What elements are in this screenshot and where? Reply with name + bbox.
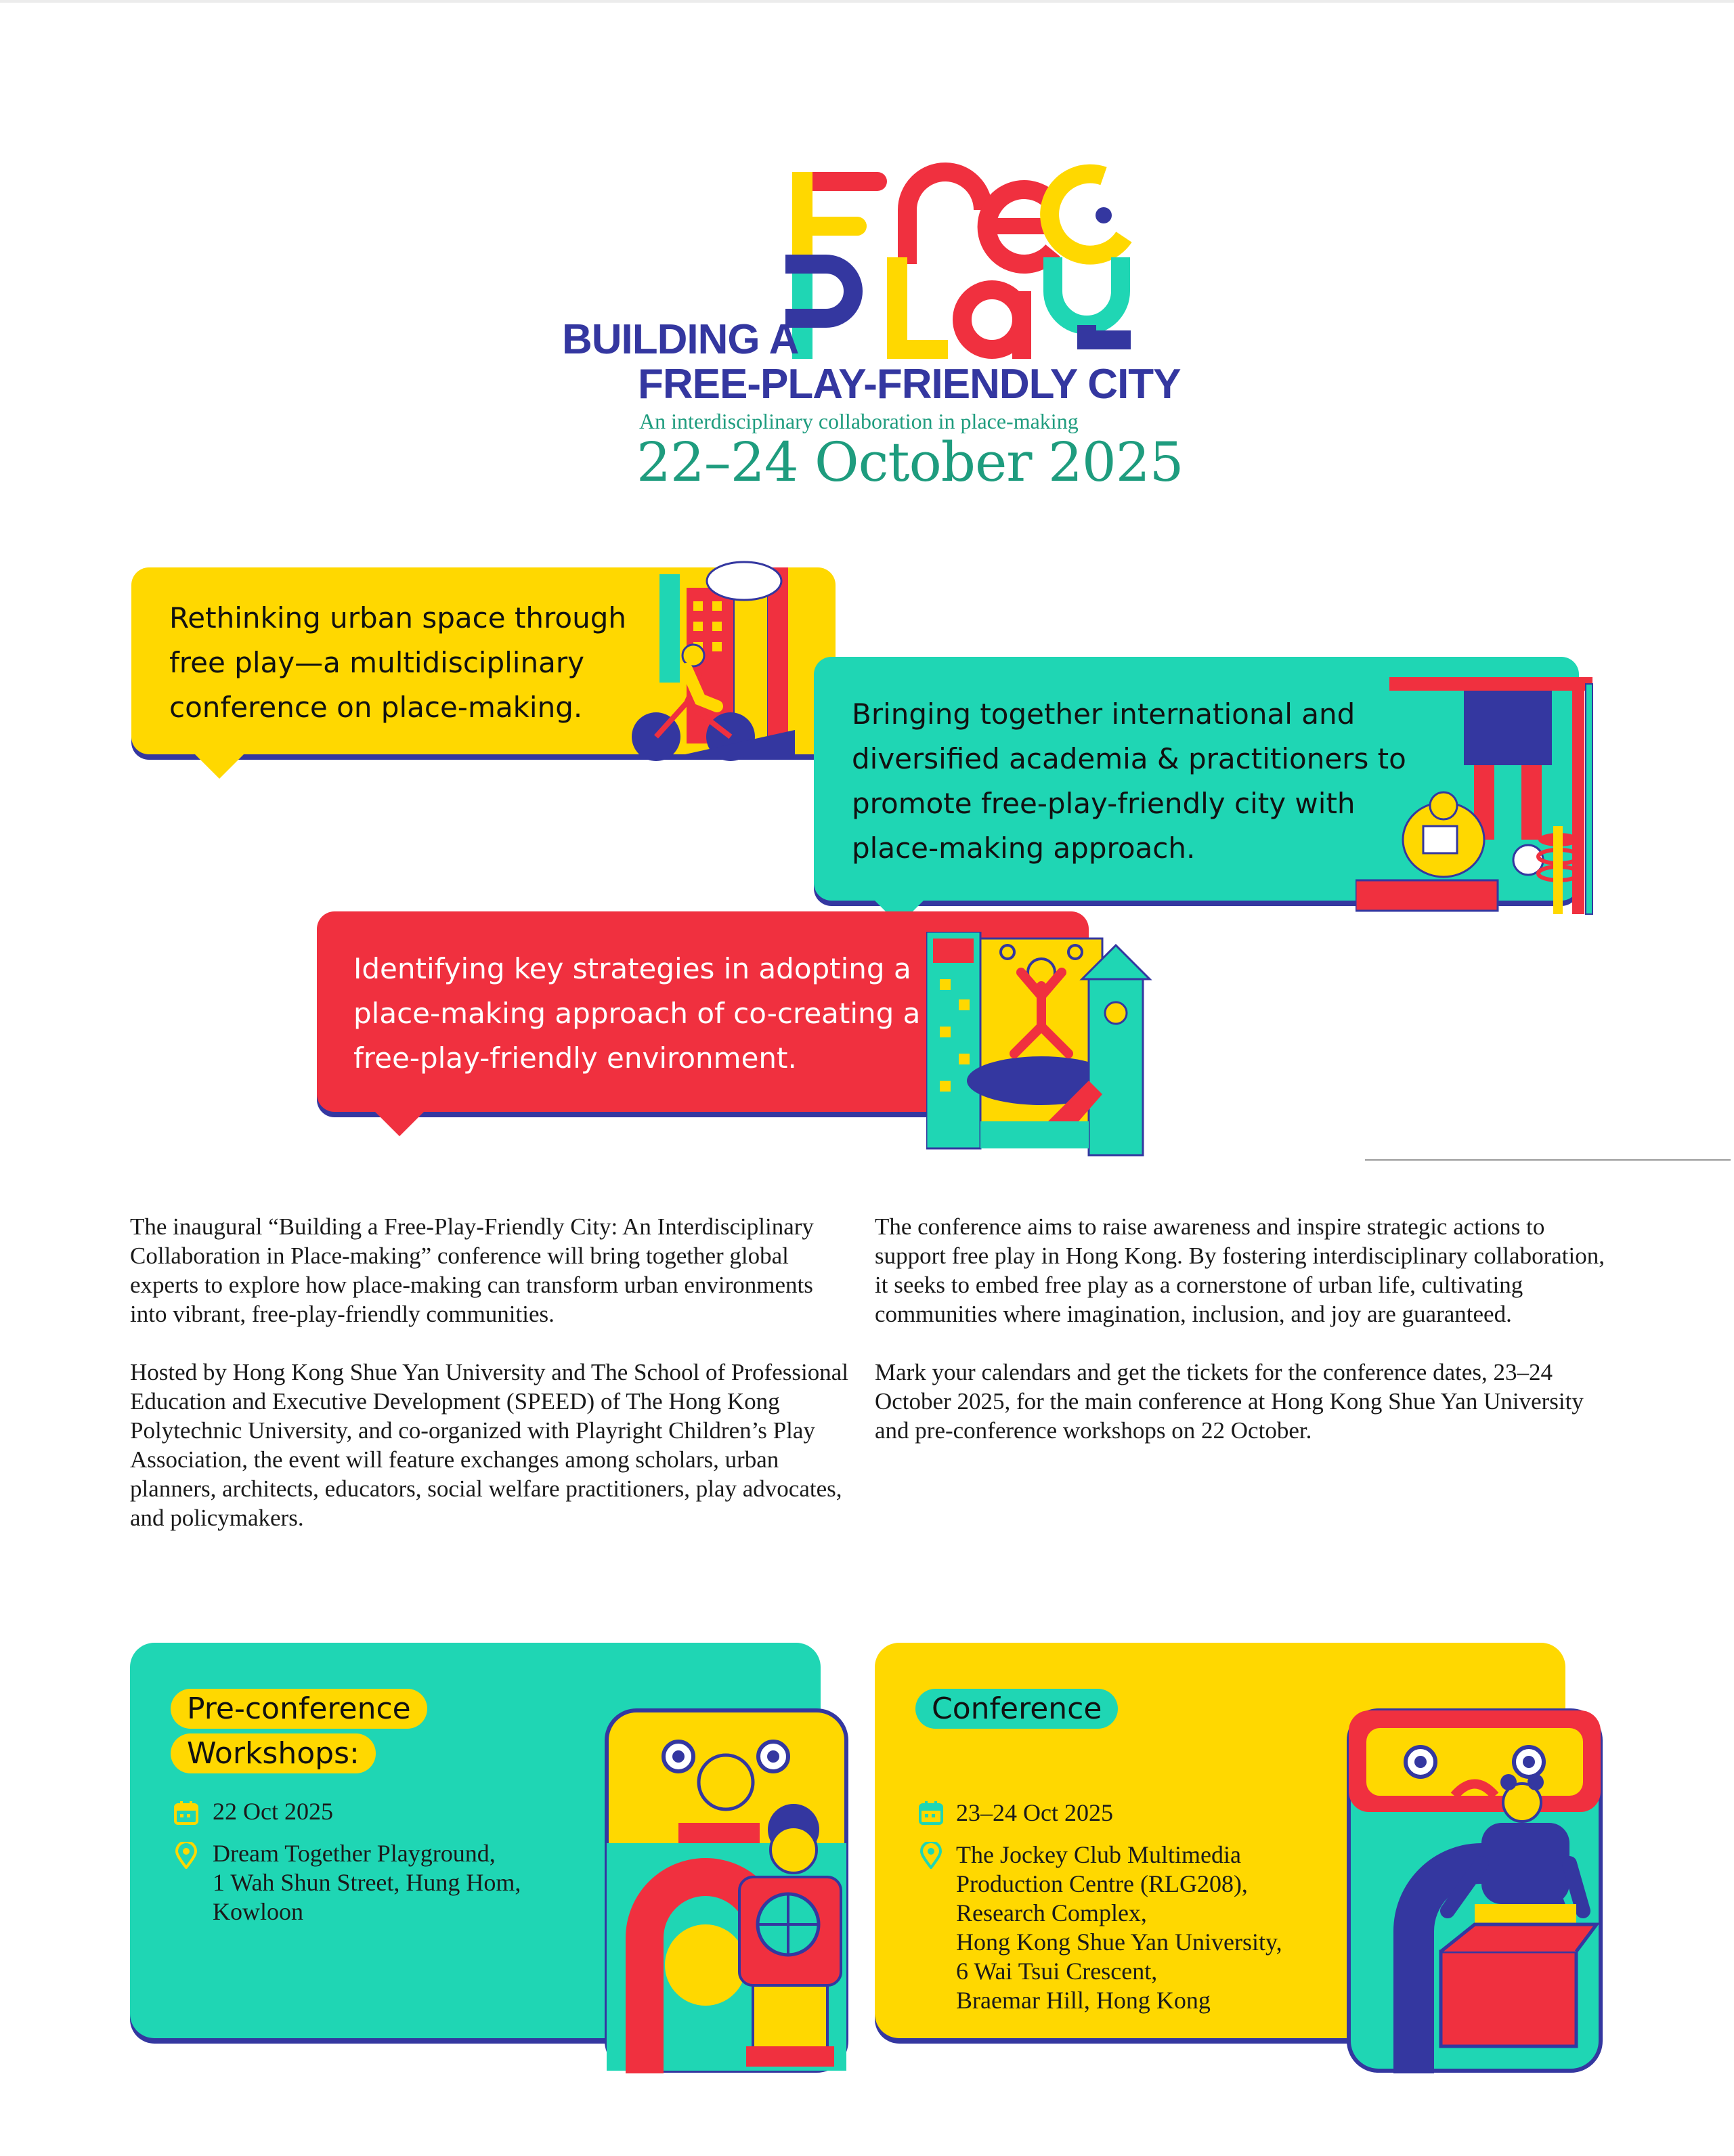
bubble-bringing-together-text: Bringing together international and diversified academia & practitioners to promote free-play-friendly city with place-making approach.: [852, 697, 1406, 865]
conference-title: Conference: [915, 1689, 1118, 1729]
pre-conference-location-line3: Kowloon: [213, 1898, 303, 1925]
free-play-logo: [785, 163, 1137, 366]
intro-column-left: [130, 1212, 854, 1561]
pre-conference-title-line1: Pre-conference: [171, 1689, 427, 1729]
logo-building-text: BUILDING A: [562, 316, 799, 363]
conference-card: [875, 1643, 1565, 2038]
bubble-identifying-text: Identifying key strategies in adopting a place-making approach of co-creating a free-play-friendly environment.: [353, 952, 921, 1075]
bubble-rethinking: [131, 567, 836, 754]
bubble-identifying: [317, 911, 1089, 1112]
hosts-paragraph: Hosted by Hong Kong Shue Yan University and The School of Professional Education and Executive Development (SPEED) of The Hong Kong Polytechnic University, and co-organized with Playright Children’s Play Association, the event will feature exchanges among scholars, urban planners, architects, educators, social welfare practitioners, play advocates, and policymakers.: [130, 1359, 848, 1531]
calendar-paragraph: Mark your calendars and get the tickets for the conference dates, 23–24 October 2025, for the main conference at Hong Kong Shue Yan University and pre-conference workshops on 22 October.: [875, 1359, 1584, 1444]
logo-title: FREE-PLAY-FRIENDLY CITY: [638, 361, 1181, 408]
bubble-rethinking-tail: [192, 752, 246, 779]
conference-location-line3: Research Complex,: [956, 1899, 1147, 1926]
bubble-rethinking-text: Rethinking urban space through free play—a multidisciplinary conference on place-making.: [169, 601, 626, 724]
pre-conference-card: [130, 1643, 821, 2038]
intro-column-right: [875, 1212, 1613, 1474]
conference-location-line6: Braemar Hill, Hong Kong: [956, 1987, 1211, 2014]
bubble-identifying-tail: [372, 1109, 427, 1136]
pre-conference-date: 22 Oct 2025: [213, 1798, 333, 1825]
pre-conference-title-line2: Workshops:: [171, 1733, 376, 1773]
cyclist-buildings-illustration: [612, 554, 815, 771]
conference-location-line4: Hong Kong Shue Yan University,: [956, 1928, 1282, 1956]
conference-location-line2: Production Centre (RLG208),: [956, 1870, 1248, 1897]
window-kid-illustration: [1346, 1708, 1603, 2073]
aims-paragraph: The conference aims to raise awareness and inspire strategic actions to support free play in Hong Kong. By fostering interdisciplinary collaboration, it seeks to embed free play as a cornerstone of urban life, cultivating communities where imagination, inclusion, and joy are guaranteed.: [875, 1213, 1605, 1327]
top-border: [0, 0, 1734, 3]
location-pin-icon: [175, 1842, 198, 1869]
pre-conference-location-line2: 1 Wah Shun Street, Hung Hom,: [213, 1869, 521, 1896]
playground-reader-illustration: [1356, 677, 1599, 928]
logo-subtitle: An interdisciplinary collaboration in place-making: [639, 409, 1079, 433]
location-pin-icon: [919, 1842, 942, 1869]
event-dates: 22–24 October 2025: [636, 431, 1184, 494]
section-divider: [1365, 1159, 1731, 1161]
pre-conference-location-line1: Dream Together Playground,: [213, 1840, 496, 1867]
bubble-bringing-together: [814, 657, 1579, 901]
conference-date: 23–24 Oct 2025: [956, 1799, 1113, 1826]
conference-location-line5: 6 Wai Tsui Crescent,: [956, 1958, 1158, 1985]
basketball-kid-illustration: [604, 1708, 849, 2073]
intro-paragraph: The inaugural “Building a Free-Play-Friendly City: An Interdisciplinary Collaboration in Place-making” conference will bring together global experts to explore how place-making can transform urban environments into vibrant, free-play-friendly communities.: [130, 1213, 814, 1327]
trampoline-playhouse-illustration: [926, 932, 1163, 1162]
calendar-icon: [173, 1800, 199, 1826]
conference-location-line1: The Jockey Club Multimedia: [956, 1841, 1241, 1868]
calendar-icon: [918, 1800, 944, 1826]
